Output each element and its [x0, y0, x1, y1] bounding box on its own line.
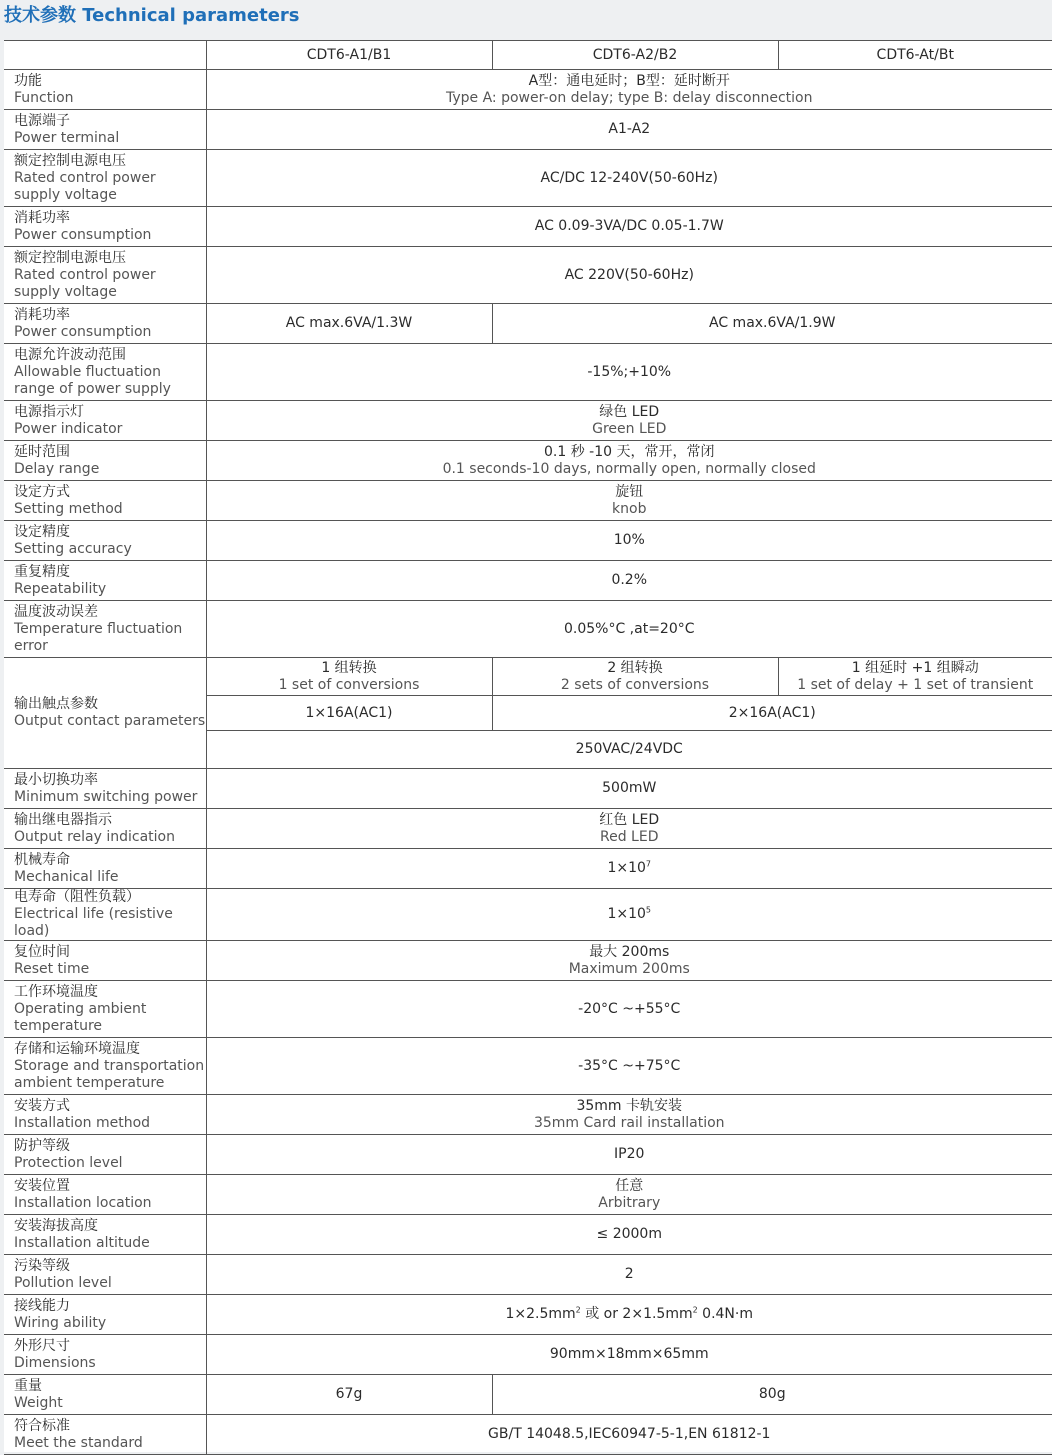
row-label [4, 344, 206, 401]
value-text: 90mm×18mm×65mm [207, 1346, 1052, 1363]
row-label [4, 441, 206, 481]
label-cn: 重量 [14, 1378, 206, 1395]
value-part: 1×2.5mm [505, 1306, 575, 1322]
label-cn: 温度波动误差 [14, 604, 206, 621]
row-value [206, 401, 1052, 441]
label-en: Allowable fluctuation range of power supply [14, 364, 206, 398]
row-value [206, 769, 1052, 809]
row-label [4, 1295, 206, 1335]
label-en: Rated control power supply voltage [14, 267, 206, 301]
table-row [4, 521, 1052, 561]
value-cn: 0.1 秒 -10 天，常开，常闭 [207, 444, 1052, 461]
column-header: CDT6-A1/B1 [206, 41, 492, 70]
row-value [492, 658, 778, 696]
row-label [4, 941, 206, 981]
row-value [206, 1135, 1052, 1175]
table-row [4, 601, 1052, 658]
label-en: Weight [14, 1395, 206, 1412]
label-cn: 接线能力 [14, 1298, 206, 1315]
value-en: Red LED [207, 829, 1052, 846]
column-header: CDT6-At/Bt [778, 41, 1052, 70]
row-value [206, 601, 1052, 658]
label-cn: 工作环境温度 [14, 984, 206, 1001]
value-text: ≤ 2000m [207, 1226, 1052, 1243]
row-label [4, 1135, 206, 1175]
label-en: Delay range [14, 461, 206, 478]
value-text: IP20 [207, 1146, 1052, 1163]
row-label [4, 1335, 206, 1375]
table-row [4, 769, 1052, 809]
value-cn: 1 组转换 [207, 660, 492, 677]
table-row [4, 1255, 1052, 1295]
row-value [206, 1415, 1052, 1455]
value-cn: 绿色 LED [207, 404, 1052, 421]
table-row [4, 1415, 1052, 1455]
row-label [4, 1255, 206, 1295]
value-en: Arbitrary [207, 1195, 1052, 1212]
value-base: 1×10 [607, 860, 645, 876]
row-value [206, 304, 492, 344]
row-label [4, 70, 206, 110]
label-en: Wiring ability [14, 1315, 206, 1332]
row-value [206, 658, 492, 696]
row-label [4, 1215, 206, 1255]
label-en: Minimum switching power [14, 789, 206, 806]
row-value [206, 207, 1052, 247]
row-label [4, 1415, 206, 1455]
label-en: Mechanical life [14, 869, 206, 886]
row-label [4, 481, 206, 521]
value-text: -20°C ~+55°C [207, 1001, 1052, 1018]
value-base: 1×10 [607, 906, 645, 922]
label-cn: 防护等级 [14, 1138, 206, 1155]
value-en: Maximum 200ms [207, 961, 1052, 978]
row-value [206, 849, 1052, 889]
label-en: Reset time [14, 961, 206, 978]
value-text: 1×16A(AC1) [207, 705, 492, 722]
row-value [206, 1295, 1052, 1335]
table-row [4, 1215, 1052, 1255]
value-text: AC 0.09-3VA/DC 0.05-1.7W [207, 218, 1052, 235]
label-cn: 最小切换功率 [14, 772, 206, 789]
row-label [4, 110, 206, 150]
row-label [4, 304, 206, 344]
value-superscript: 2 [576, 1305, 581, 1314]
table-row [4, 849, 1052, 889]
row-value [206, 1375, 492, 1415]
row-value [492, 1375, 1052, 1415]
row-label [4, 1038, 206, 1095]
label-en: Electrical life (resistive load) [14, 906, 206, 940]
table-row [4, 658, 1052, 696]
value-cn: 红色 LED [207, 812, 1052, 829]
label-en: Pollution level [14, 1275, 206, 1292]
table-row [4, 207, 1052, 247]
label-en: Power consumption [14, 227, 206, 244]
value-en: 35mm Card rail installation [207, 1115, 1052, 1132]
value-en: 1 set of delay + 1 set of transient [779, 677, 1052, 694]
table-row [4, 1175, 1052, 1215]
value-en: Green LED [207, 421, 1052, 438]
table-row [4, 70, 1052, 110]
row-value [206, 1095, 1052, 1135]
label-cn: 额定控制电源电压 [14, 153, 206, 170]
row-value [492, 304, 1052, 344]
row-value [206, 441, 1052, 481]
label-cn: 额定控制电源电压 [14, 250, 206, 267]
value-text: -35°C ~+75°C [207, 1058, 1052, 1075]
label-en: Setting accuracy [14, 541, 206, 558]
value-text: A1-A2 [207, 121, 1052, 138]
label-en: Output relay indication [14, 829, 206, 846]
label-en: Power consumption [14, 324, 206, 341]
label-en: Setting method [14, 501, 206, 518]
table-row [4, 1038, 1052, 1095]
row-label [4, 521, 206, 561]
table-row [4, 981, 1052, 1038]
row-value [206, 150, 1052, 207]
row-value [492, 696, 1052, 731]
row-value [778, 658, 1052, 696]
row-label [4, 561, 206, 601]
label-en: Installation location [14, 1195, 206, 1212]
value-exponent: 7 [646, 859, 651, 868]
table-row [4, 1375, 1052, 1415]
value-text: 67g [207, 1386, 492, 1403]
row-label [4, 849, 206, 889]
row-value [206, 941, 1052, 981]
value-superscript: 2 [693, 1305, 698, 1314]
value-en: Type A: power-on delay; type B: delay disconnection [207, 90, 1052, 107]
row-value [206, 110, 1052, 150]
label-cn: 输出继电器指示 [14, 812, 206, 829]
label-cn: 重复精度 [14, 564, 206, 581]
label-en: Temperature fluctuation error [14, 621, 206, 655]
row-value [206, 1255, 1052, 1295]
label-en: Repeatability [14, 581, 206, 598]
row-value [206, 1038, 1052, 1095]
row-label [4, 401, 206, 441]
value-cn: 旋钮 [207, 484, 1052, 501]
value-text: AC max.6VA/1.3W [207, 315, 492, 332]
row-label [4, 809, 206, 849]
row-label [4, 1095, 206, 1135]
row-label [4, 981, 206, 1038]
label-cn: 机械寿命 [14, 852, 206, 869]
row-value [206, 1175, 1052, 1215]
value-text: 0.05%°C ,at=20°C [207, 621, 1052, 638]
table-row [4, 561, 1052, 601]
value-part: 或 or 2×1.5mm [581, 1306, 693, 1322]
label-en: Meet the standard [14, 1435, 206, 1452]
row-label [4, 150, 206, 207]
value-cn: 2 组转换 [493, 660, 778, 677]
table-row [4, 1335, 1052, 1375]
row-label [4, 247, 206, 304]
label-cn: 输出触点参数 [14, 696, 206, 713]
row-value [206, 344, 1052, 401]
label-cn: 复位时间 [14, 944, 206, 961]
row-value [206, 1215, 1052, 1255]
row-value [206, 70, 1052, 110]
label-cn: 电寿命（阻性负载） [14, 889, 206, 906]
label-cn: 安装海拔高度 [14, 1218, 206, 1235]
row-label [4, 658, 206, 769]
value-cn: 任意 [207, 1178, 1052, 1195]
value-text: 250VAC/24VDC [207, 741, 1052, 758]
row-label [4, 1175, 206, 1215]
spec-sheet [4, 40, 1052, 1452]
value-text: -15%;+10% [207, 364, 1052, 381]
value-cn: 35mm 卡轨安装 [207, 1098, 1052, 1115]
row-value [206, 981, 1052, 1038]
header-blank [4, 41, 206, 70]
label-cn: 设定精度 [14, 524, 206, 541]
column-header: CDT6-A2/B2 [492, 41, 778, 70]
table-row [4, 1295, 1052, 1335]
value-text: 2 [207, 1266, 1052, 1283]
value-en: knob [207, 501, 1052, 518]
row-value [206, 889, 1052, 941]
page-title: 技术参数 Technical parameters [0, 0, 1052, 32]
table-row [4, 110, 1052, 150]
label-cn: 存储和运输环境温度 [14, 1041, 206, 1058]
table-row [4, 304, 1052, 344]
row-value [206, 809, 1052, 849]
value-text: 2×16A(AC1) [493, 705, 1052, 722]
value-en: 0.1 seconds-10 days, normally open, normally closed [207, 461, 1052, 478]
label-en: Operating ambient temperature [14, 1001, 206, 1035]
label-en: Output contact parameters [14, 713, 206, 730]
value-part: 0.4N·m [698, 1306, 753, 1322]
label-en: Protection level [14, 1155, 206, 1172]
label-cn: 电源端子 [14, 113, 206, 130]
table-row [4, 1135, 1052, 1175]
table-row [4, 401, 1052, 441]
label-cn: 安装位置 [14, 1178, 206, 1195]
table-row [4, 247, 1052, 304]
row-value [206, 696, 492, 731]
label-en: Power terminal [14, 130, 206, 147]
row-label [4, 889, 206, 941]
label-cn: 安装方式 [14, 1098, 206, 1115]
label-cn: 污染等级 [14, 1258, 206, 1275]
table-row [4, 1095, 1052, 1135]
value-en: 1 set of conversions [207, 677, 492, 694]
row-value [206, 247, 1052, 304]
value-text: AC/DC 12-240V(50-60Hz) [207, 170, 1052, 187]
row-label [4, 1375, 206, 1415]
label-en: Power indicator [14, 421, 206, 438]
value-text: 10% [207, 532, 1052, 549]
value-en: 2 sets of conversions [493, 677, 778, 694]
row-label [4, 769, 206, 809]
value-text: 80g [493, 1386, 1052, 1403]
table-row [4, 344, 1052, 401]
row-label [4, 207, 206, 247]
row-value [206, 731, 1052, 769]
label-cn: 设定方式 [14, 484, 206, 501]
label-cn: 消耗功率 [14, 210, 206, 227]
table-row [4, 150, 1052, 207]
table-row [4, 941, 1052, 981]
label-en: Installation altitude [14, 1235, 206, 1252]
value-text: 500mW [207, 780, 1052, 797]
label-en: Function [14, 90, 206, 107]
value-cn: 1 组延时 +1 组瞬动 [779, 660, 1052, 677]
value-text: AC max.6VA/1.9W [493, 315, 1052, 332]
row-value [206, 521, 1052, 561]
value-exponent: 5 [646, 905, 651, 914]
label-cn: 符合标准 [14, 1418, 206, 1435]
value-cn: 最大 200ms [207, 944, 1052, 961]
label-cn: 消耗功率 [14, 307, 206, 324]
row-label [4, 601, 206, 658]
label-en: Rated control power supply voltage [14, 170, 206, 204]
table-header-row [4, 41, 1052, 70]
row-value [206, 1335, 1052, 1375]
label-en: Storage and transportation ambient temperature [14, 1058, 206, 1092]
label-en: Dimensions [14, 1355, 206, 1372]
label-cn: 延时范围 [14, 444, 206, 461]
spec-table [4, 40, 1052, 1455]
table-row [4, 889, 1052, 941]
table-row [4, 809, 1052, 849]
table-row [4, 441, 1052, 481]
row-value [206, 561, 1052, 601]
row-value [206, 481, 1052, 521]
label-cn: 外形尺寸 [14, 1338, 206, 1355]
label-cn: 功能 [14, 73, 206, 90]
label-en: Installation method [14, 1115, 206, 1132]
label-cn: 电源指示灯 [14, 404, 206, 421]
value-cn: A型：通电延时；B型：延时断开 [207, 73, 1052, 90]
value-text: AC 220V(50-60Hz) [207, 267, 1052, 284]
table-row [4, 481, 1052, 521]
value-text: GB/T 14048.5,IEC60947-5-1,EN 61812-1 [207, 1426, 1052, 1443]
label-cn: 电源允许波动范围 [14, 347, 206, 364]
value-text: 0.2% [207, 572, 1052, 589]
